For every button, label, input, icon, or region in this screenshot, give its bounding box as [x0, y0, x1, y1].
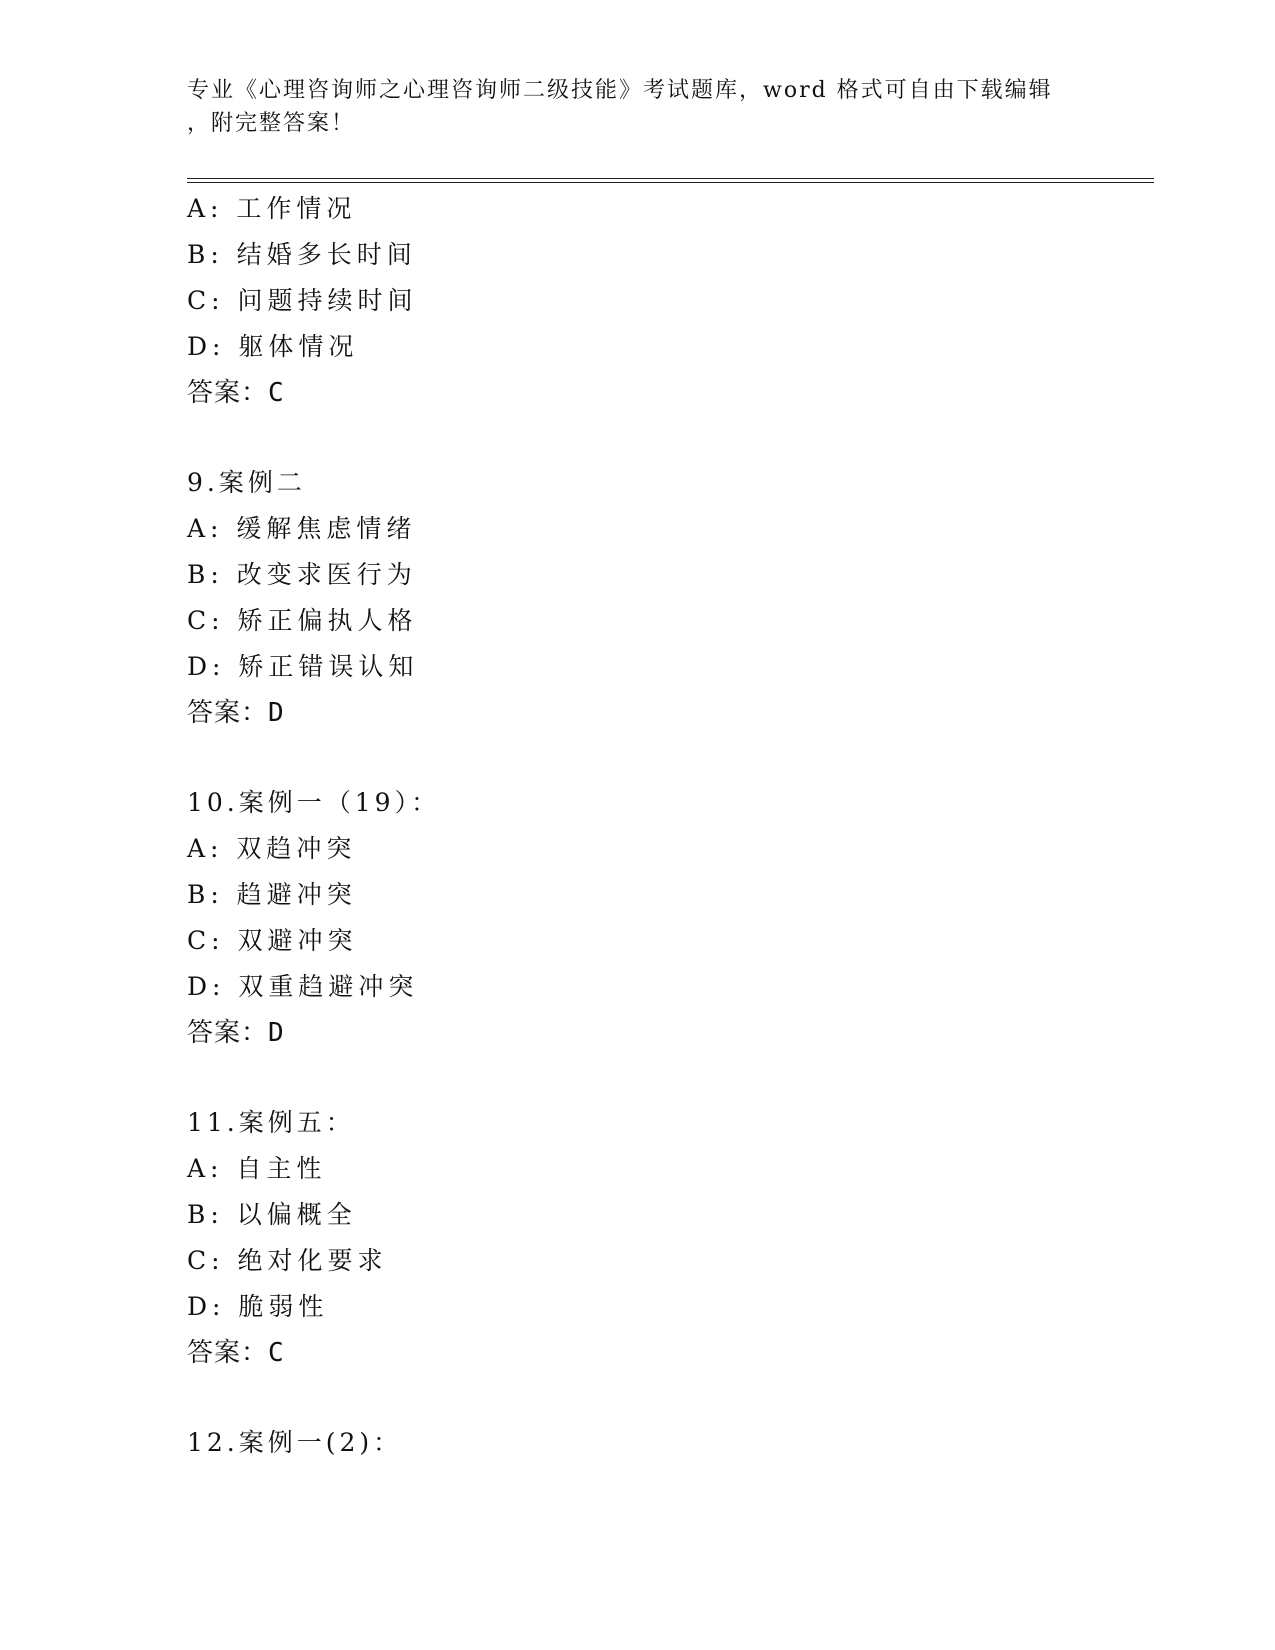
spacer	[187, 416, 1087, 460]
option-d: D: 脆弱性	[187, 1292, 329, 1321]
header-line-1: 专业《心理咨询师之心理咨询师二级技能》考试题库，word 格式可自由下载编辑	[187, 78, 1053, 103]
question-9-block	[187, 460, 1087, 736]
option-b: B: 以偏概全	[187, 1200, 357, 1229]
question-10-block	[187, 780, 1087, 1056]
answer-label: 答案：	[187, 1338, 269, 1368]
option-d: D: 矫正错误认知	[187, 652, 419, 681]
question-list	[187, 186, 1087, 1466]
option-a: A: 自主性	[187, 1154, 327, 1183]
spacer	[187, 1376, 1087, 1420]
header-rule-bottom	[187, 182, 1154, 183]
document-header	[187, 74, 1087, 140]
option-d: D: 双重趋避冲突	[187, 972, 419, 1001]
option-a: A: 缓解焦虑情绪	[187, 514, 417, 543]
option-a: A: 双趋冲突	[187, 834, 357, 863]
option-b: B: 改变求医行为	[187, 560, 417, 589]
option-b: B: 趋避冲突	[187, 880, 357, 909]
answer-line	[187, 370, 1087, 416]
spacer	[187, 736, 1087, 780]
answer-line	[187, 1010, 1087, 1056]
question-12-block	[187, 1420, 1087, 1466]
option-c: C: 双避冲突	[187, 926, 358, 955]
header-rule-top	[187, 178, 1154, 179]
question-title: 10.案例一（19）：	[187, 788, 441, 817]
answer-value: C	[268, 378, 284, 408]
question-title: 12.案例一(2)：	[187, 1428, 403, 1457]
question-title: 9.案例二	[187, 468, 306, 497]
answer-line	[187, 1330, 1087, 1376]
option-c: C: 问题持续时间	[187, 286, 418, 315]
question-title: 11.案例五：	[187, 1108, 355, 1137]
answer-label: 答案：	[187, 698, 269, 728]
answer-line	[187, 690, 1087, 736]
option-a: A: 工作情况	[187, 194, 357, 223]
answer-value: D	[268, 698, 284, 728]
question-8-block	[187, 186, 1087, 416]
option-b: B: 结婚多长时间	[187, 240, 417, 269]
question-11-block	[187, 1100, 1087, 1376]
spacer	[187, 1056, 1087, 1100]
answer-value: C	[268, 1338, 284, 1368]
option-c: C: 矫正偏执人格	[187, 606, 418, 635]
answer-label: 答案：	[187, 378, 269, 408]
answer-value: D	[268, 1018, 284, 1048]
option-c: C: 绝对化要求	[187, 1246, 388, 1275]
header-line-2: ，附完整答案！	[187, 111, 356, 136]
answer-label: 答案：	[187, 1018, 269, 1048]
option-d: D: 躯体情况	[187, 332, 359, 361]
